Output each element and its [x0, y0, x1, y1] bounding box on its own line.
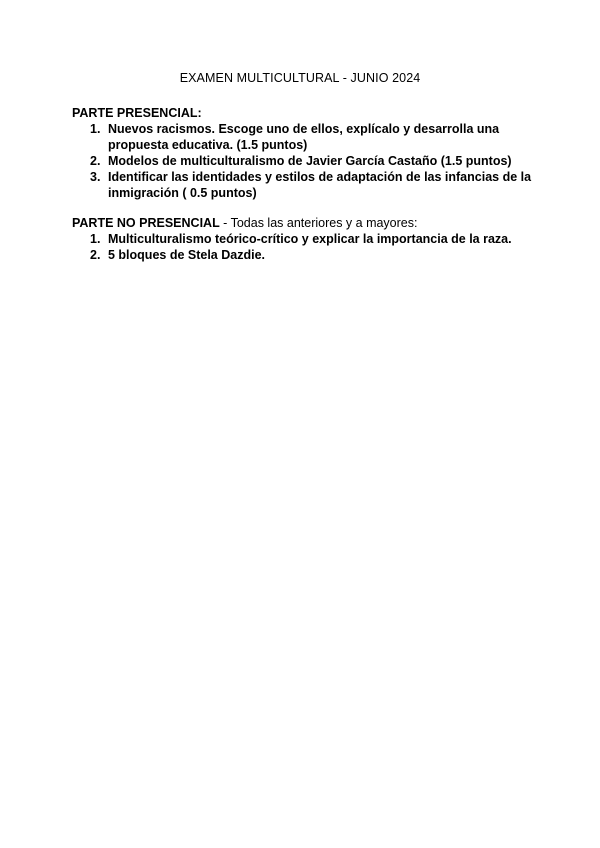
document-title: EXAMEN MULTICULTURAL - JUNIO 2024	[179, 71, 421, 85]
list-item	[72, 247, 532, 263]
section-no-presencial	[72, 215, 532, 263]
section-heading	[72, 105, 532, 121]
question-list	[72, 231, 532, 263]
section-heading-label: PARTE NO PRESENCIAL	[72, 216, 220, 230]
list-item	[72, 153, 532, 169]
section-heading-rest: - Todas las anteriores y a mayores:	[219, 216, 418, 230]
item-number: 1.	[90, 232, 101, 246]
item-number: 3.	[90, 170, 101, 184]
item-text: Multiculturalismo teórico-crítico y explicar la importancia de la raza.	[108, 232, 512, 246]
item-number: 1.	[90, 122, 101, 136]
item-text: 5 bloques de Stela Dazdie.	[108, 248, 265, 262]
list-item	[72, 121, 532, 153]
section-heading	[72, 215, 532, 231]
item-text: Modelos de multiculturalismo de Javier García Castaño (1.5 puntos)	[108, 154, 512, 168]
item-number: 2.	[90, 248, 101, 262]
item-text: Identificar las identidades y estilos de adaptación de las infancias de la inmigración ( 0.5 puntos)	[108, 170, 532, 200]
section-heading-label: PARTE PRESENCIAL:	[72, 106, 202, 120]
list-item	[72, 231, 532, 247]
question-list	[72, 121, 532, 201]
item-number: 2.	[90, 154, 101, 168]
item-text: Nuevos racismos. Escoge uno de ellos, explícalo y desarrolla una propuesta educativa. (1.5 puntos)	[108, 122, 500, 152]
section-presencial	[72, 105, 532, 201]
list-item	[72, 169, 532, 201]
